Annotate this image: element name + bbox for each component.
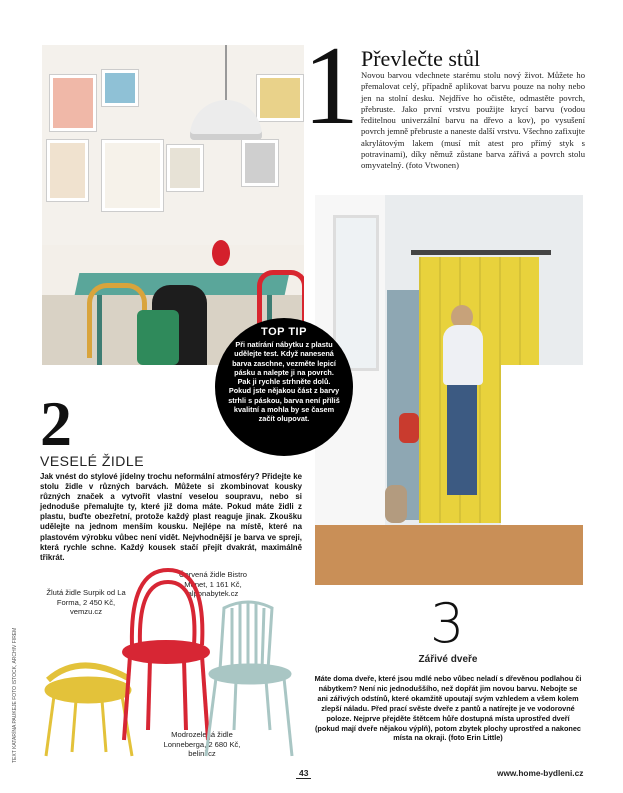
top-tip-badge [215, 318, 353, 456]
section-1-body: Novou barvou vdechnete starému stolu nový život. Můžete ho přemalovat celý, případně aplikovat barvu pouze na nohy nebo jen na stolní desku. Nejdříve ho očistěte, odmastěte povrch, přebruste. Jako první vrstvu použijte krycí barvu (vodou ředitelnou univerzální barvu na dřevo a kov), po vysušení povrch jemně přebruste a naneste další vrstvu. Všechno zafixujte akrylátovým lakem (musí mít atest pro přímý styk s potravinami), díky němuž zůstane barva zářivá a povrch stolu omyvatelný. (foto Vtwonen) [361, 70, 585, 171]
photo-credit: TEXT KATARÍNA PAUKEJE FOTO ISTOCK, ARCHIV FIREM [12, 627, 18, 763]
section-3-number: 3 [430, 592, 465, 655]
dining-room-photo [42, 45, 304, 365]
section-2-title: VESELÉ ŽIDLE [40, 453, 145, 469]
website-link[interactable]: www.home-bydleni.cz [497, 768, 584, 778]
top-tip-body: Při natírání nábytku z plastu udělejte test. Když nanesená barva zaschne, vezměte lepicí pásku a nalepte ji na povrch. Pak ji rychle strhněte dolů. Pokud jste nějakou část z barvy strhli s páskou, barva není příliš kvalitní a mohla by se časem začít olupovat. [228, 340, 340, 424]
red-chair-caption: Červená židle Bistro Monet, 1 161 Kč, alponabytek.cz [179, 570, 247, 599]
blue-chair [206, 602, 292, 756]
section-3-title: Zářivé dveře [418, 654, 478, 665]
top-tip-title: TOP TIP [261, 326, 307, 338]
red-chair [124, 570, 208, 740]
yellow-door-photo [315, 195, 583, 585]
yellow-chair-caption: Žlutá židle Surpik od La Forma, 2 450 Kč, vemzu.cz [46, 588, 126, 617]
section-1-number: 1 [303, 24, 359, 148]
section-2-number: 2 [40, 388, 72, 459]
section-3-body: Máte doma dveře, které jsou mdlé nebo vůbec neladí s dřevěnou podlahou či nábytkem? Není nic jednoduššího, než dopřát jim novou barvu. Nebojte se ani zářivých odstínů, které okamžitě upoutají svým vzhledem a všem kolem zlepší náladu. Před prací svěste dveře z pantů a natírejte je ve vodorovné poloze. Nejprve přejděte štětcem hůře dostupná místa uprostřed dveří (pokud mají dveře nějakou výplň), potom zbytek plochy uprostřed a nakonec místa na okraji. (foto Erin Little) [314, 674, 582, 743]
blue-chair-caption: Modrozelená židle Lonneberga, 2 680 Kč, belini.cz [163, 730, 241, 759]
section-1-title: Převlečte stůl [361, 46, 481, 71]
chairs-illustration [40, 560, 305, 760]
yellow-chair [46, 665, 132, 756]
section-2-body: Jak vnést do stylové jídelny trochu neformální atmosféry? Přidejte ke stolu židle v různých barvách. Můžete si zkombinovat kousky různých značek a vytvořit vlastní veselou soupravu, nebo si jednoduše přemalujte ty, které již doma máte. Pokud máte židli z plastu, buďte obezřetní, protože každý plast reaguje jinak. Zkoušku udělejte na jednom menším kousku. Nejlépe na místě, které na plastovém výrobku vůbec není vidět. Nejvhodnější je barva ve spreji, která rychle schne. Každý kousek stačí přejít dvakrát, maximálně třikrát. [40, 472, 302, 562]
page-number: 43 [296, 768, 311, 779]
